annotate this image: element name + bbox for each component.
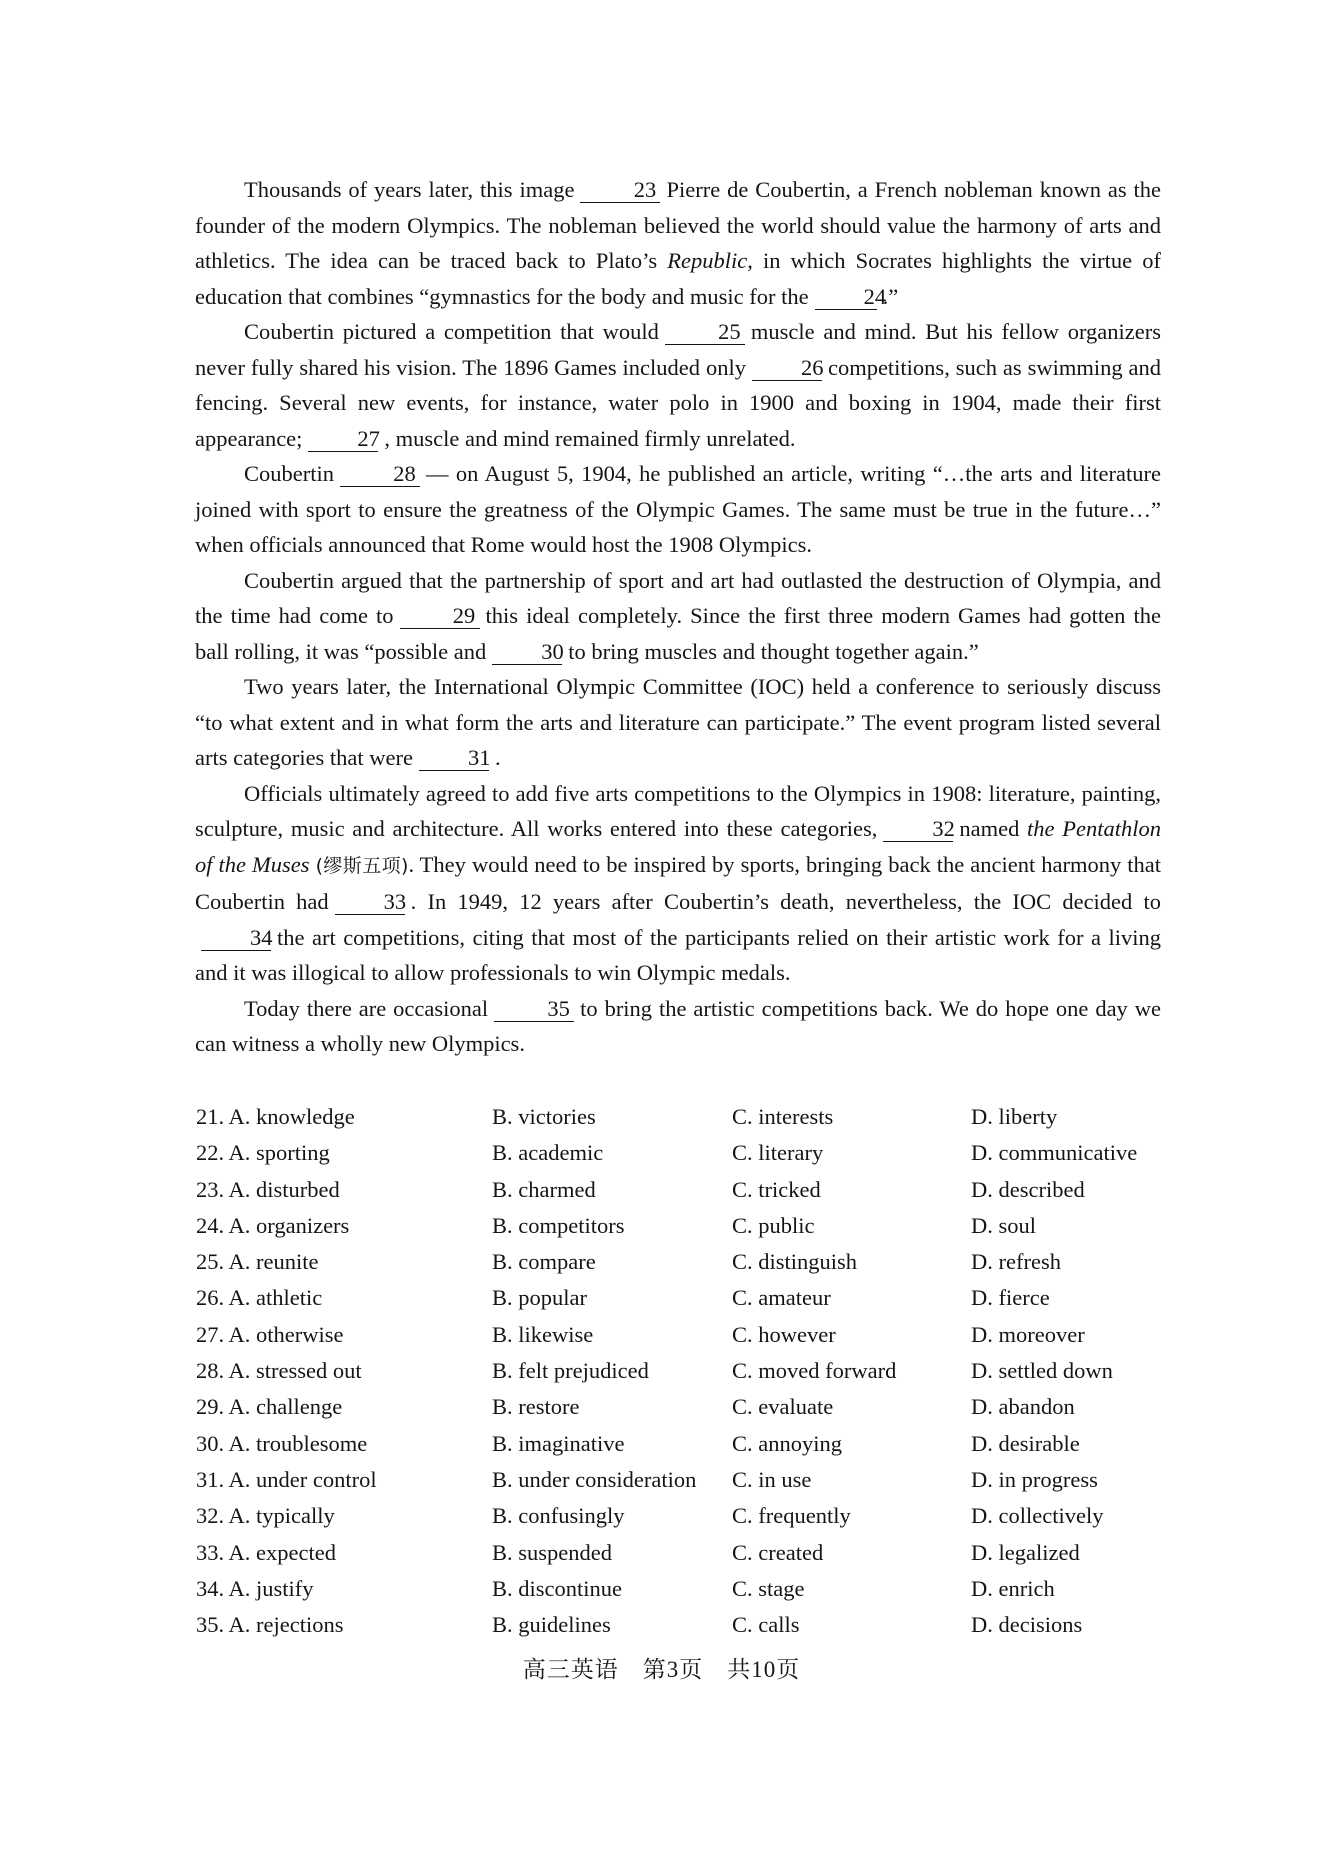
option-row-35 [196,1607,1196,1643]
blank-29: 29 [400,604,480,629]
paragraph-5 [195,669,1161,776]
option-d: D. enrich [971,1575,1055,1601]
option-a: 34. A. justify [196,1575,314,1601]
text: Officials ultimately agreed to add five arts competitions to the Olympics in 1908: literature, painting, sculpture, music and architecture. All works entered into these categories, [195,780,1161,841]
option-c: C. distinguish [732,1249,858,1275]
option-c: C. annoying [732,1430,842,1456]
paragraph-3 [195,456,1161,563]
option-b: B. discontinue [492,1575,622,1601]
blank-34: 34 [201,926,271,951]
chinese-gloss: (缪斯五项) [315,854,409,877]
blank-23: 23 [580,178,660,203]
option-d: D. liberty [971,1104,1058,1129]
blank-31: 31 [419,746,489,771]
option-a: 22. A. sporting [196,1140,330,1166]
text: to bring muscles and thought together again.” [568,638,979,664]
text: Two years later, the International Olympic Committee (IOC) held a conference to seriously discuss “to what extent and in what form the arts and literature can participate.” The event program listed several arts categories that were [195,674,1161,770]
option-row-24 [196,1208,1196,1244]
option-a: 27. A. otherwise [196,1321,344,1347]
option-row-31 [196,1462,1196,1498]
option-c: C. tricked [732,1176,821,1202]
blank-25: 25 [665,320,745,345]
option-d: D. desirable [971,1430,1080,1456]
text: , in which Socrates highlights the virtue of education that combines “gymnastics for the body and music for the [195,248,1162,309]
blank-32: 32 [883,817,953,842]
option-row-29 [196,1389,1196,1425]
option-row-34 [196,1571,1196,1607]
text: Thousands of years later, this image [244,177,575,202]
blank-33: 33 [335,890,405,915]
option-c: C. moved forward [732,1358,897,1384]
option-a: 32. A. typically [196,1503,335,1529]
option-row-25 [196,1244,1196,1280]
option-d: D. fierce [971,1285,1050,1311]
text: . They would need to be inspired by sports, bringing back the ancient harmony that Coubertin had [195,851,1162,914]
option-b: B. felt prejudiced [492,1358,649,1384]
option-row-23 [196,1172,1196,1208]
option-d: D. described [971,1176,1085,1202]
option-c: C. amateur [732,1285,831,1311]
text: — on August 5, 1904, he published an article, writing “…the arts and literature joined with sport to ensure the greatness of the Olympic Games. The same must be true in the future…” when officials announced that Rome would host the 1908 Olympics. [195,461,1161,557]
paragraph-6 [195,776,1161,991]
option-a: 24. A. organizers [196,1212,350,1238]
option-d: D. abandon [971,1394,1075,1420]
option-c: C. created [732,1539,824,1565]
option-a: 31. A. under control [196,1466,377,1492]
italic-term: the Pentathlon of the Muses [195,816,1161,877]
option-row-22 [196,1135,1196,1171]
option-c: C. literary [732,1140,824,1166]
text: Pierre de Coubertin, a French nobleman known as the founder of the modern Olympics. The nobleman believed the world should value the harmony of arts and athletics. The idea can be traced back to Plato’s [195,177,1161,273]
text: , muscle and mind remained firmly unrelated. [384,425,796,451]
option-row-28 [196,1353,1196,1389]
option-d: D. settled down [971,1358,1113,1384]
text: .” [882,283,899,309]
option-row-21 [196,1099,1196,1135]
blank-35: 35 [494,997,574,1022]
option-c: C. frequently [732,1503,851,1529]
text: competitions, such as swimming and fencing. Several new events, for instance, water polo in 1900 and boxing in 1904, made their first appearance; [195,354,1162,451]
option-b: B. likewise [492,1321,594,1347]
option-a: 23. A. disturbed [196,1176,340,1202]
option-b: B. confusingly [492,1503,625,1529]
option-d: D. moreover [971,1321,1085,1347]
option-c: C. public [732,1212,815,1238]
option-b: B. academic [492,1140,604,1166]
blank-24: 24 [815,285,877,310]
option-row-30 [196,1426,1196,1462]
option-b: B. restore [492,1394,580,1420]
option-row-32 [196,1498,1196,1534]
option-a: 33. A. expected [196,1539,336,1565]
option-c: C. stage [732,1575,805,1601]
blank-30: 30 [492,640,562,665]
option-b: B. compare [492,1249,596,1275]
blank-26: 26 [752,356,822,381]
option-a: 25. A. reunite [196,1249,319,1275]
option-b: B. suspended [492,1539,612,1565]
option-a: 30. A. troublesome [196,1430,368,1456]
option-a: 26. A. athletic [196,1285,323,1311]
blank-28: 28 [340,462,420,487]
option-b: B. charmed [492,1176,596,1202]
option-b: B. popular [492,1285,587,1311]
answer-options [196,1099,1196,1643]
option-d: D. collectively [971,1503,1104,1529]
option-d: D. communicative [971,1140,1138,1166]
text: named [959,816,1020,841]
paragraph-2 [195,314,1161,456]
option-b: B. competitors [492,1212,625,1238]
text: this ideal completely. Since the first three modern Games had gotten the ball rolling, it was “possible and [195,603,1161,664]
text: . In 1949, 12 years after Coubertin’s death, nevertheless, the IOC decided to [410,889,1161,914]
text: . [495,745,501,770]
text: muscle and mind. But his fellow organizers never fully shared his vision. The 1896 Games included only [195,319,1161,380]
text: Coubertin [244,461,334,486]
option-d: D. decisions [971,1612,1083,1638]
option-a: 28. A. stressed out [196,1358,362,1384]
option-c: C. however [732,1321,836,1347]
option-d: D. in progress [971,1466,1098,1492]
cloze-passage [195,172,1161,1062]
book-title: Republic [667,248,748,273]
page-footer: 高三英语 第3页 共10页 [522,1657,801,1682]
option-d: D. legalized [971,1539,1080,1565]
option-row-33 [196,1535,1196,1571]
text: to bring the artistic competitions back. We do hope one day we can witness a wholly new Olympics. [195,995,1161,1056]
text: Today there are occasional [244,995,489,1021]
option-b: B. guidelines [492,1612,611,1638]
text: the art competitions, citing that most of the participants relied on their artistic work for a living and it was illogical to allow professionals to win Olympic medals. [195,924,1161,985]
option-b: B. imaginative [492,1430,625,1456]
paragraph-7 [195,991,1161,1062]
option-row-27 [196,1317,1196,1353]
text: Coubertin pictured a competition that would [244,319,659,344]
paragraph-4 [195,563,1161,670]
option-row-26 [196,1280,1196,1316]
option-a: 29. A. challenge [196,1394,343,1420]
option-c: C. in use [732,1466,812,1492]
option-b: B. victories [492,1104,596,1129]
option-d: D. refresh [971,1249,1061,1275]
blank-27: 27 [308,427,378,452]
option-a: 35. A. rejections [196,1612,344,1638]
paragraph-1 [195,172,1161,314]
option-c: C. calls [732,1612,800,1638]
option-c: C. interests [732,1104,834,1129]
option-d: D. soul [971,1212,1037,1238]
option-c: C. evaluate [732,1394,834,1420]
option-a: 21. A. knowledge [196,1104,355,1129]
text: Coubertin argued that the partnership of sport and art had outlasted the destruction of Olympia, and the time had come to [195,567,1161,628]
option-b: B. under consideration [492,1466,697,1492]
